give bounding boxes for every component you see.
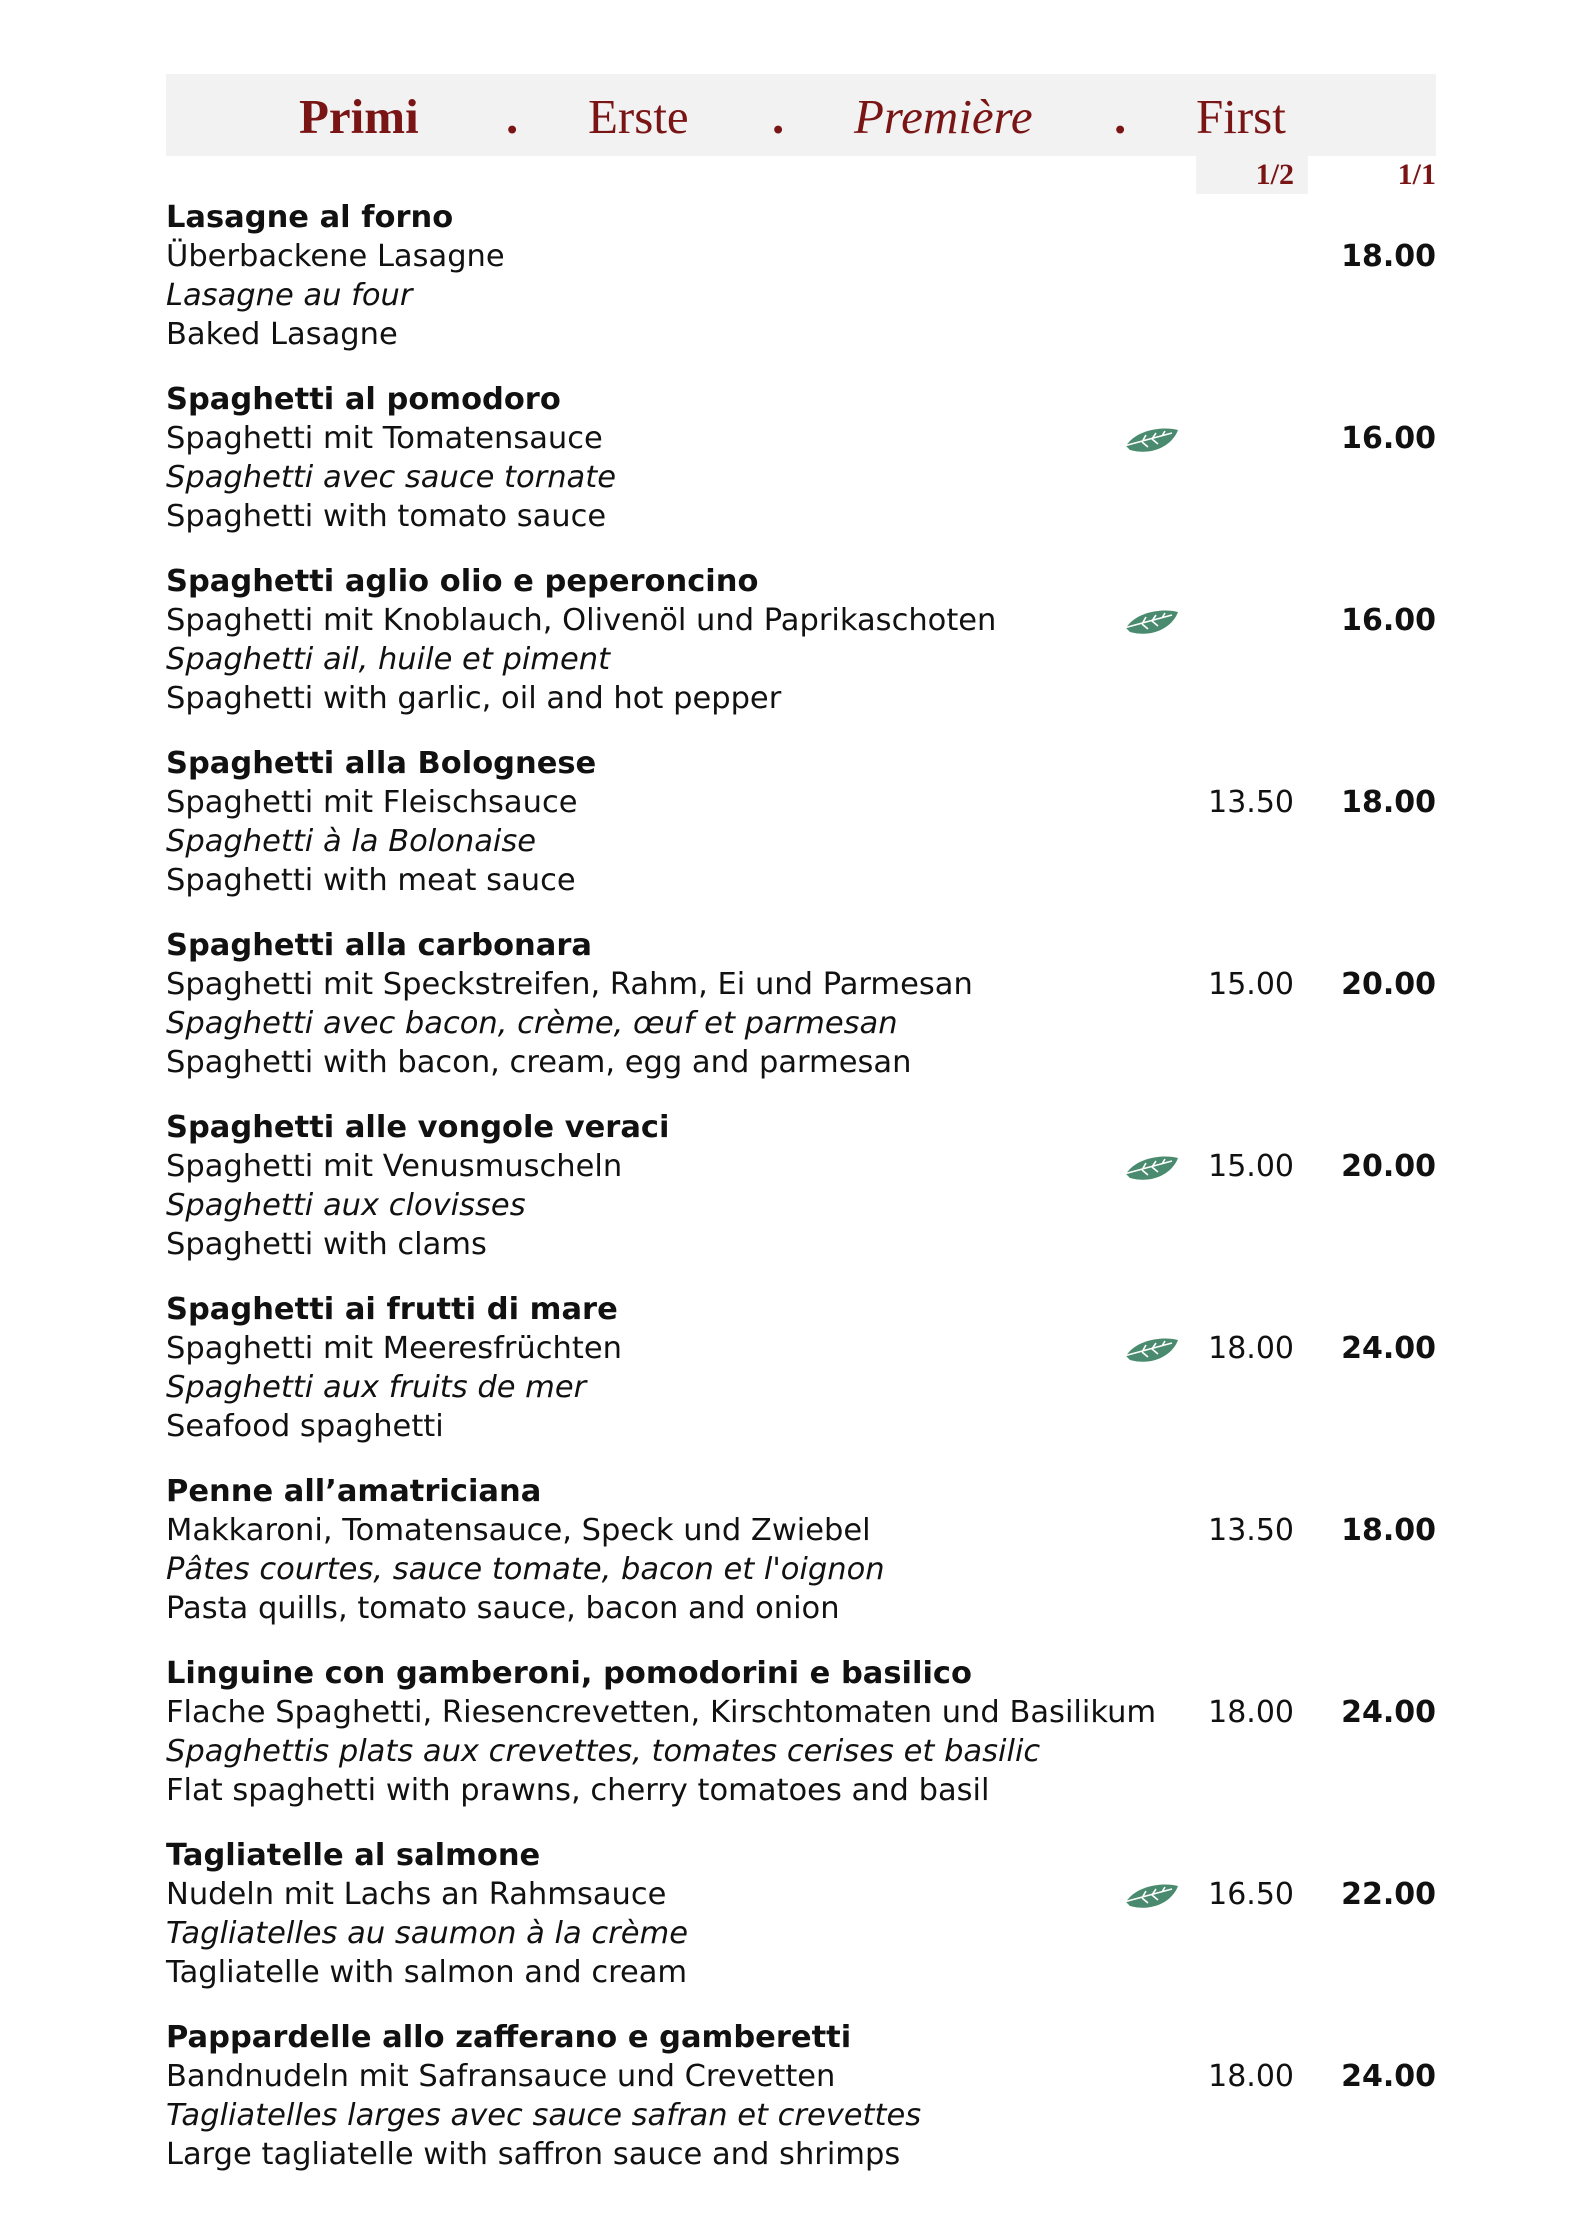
full-portion-price: 18.00 <box>1341 239 1436 274</box>
dish-name-italian: Spaghetti aglio olio e peperoncino <box>166 564 759 599</box>
dish-name-french: Spaghetti aux clovisses <box>166 1188 526 1223</box>
dish-name-german: Bandnudeln mit Safransauce und Crevetten <box>166 2059 836 2094</box>
dish-name-english: Large tagliatelle with saffron sauce and shrimps <box>166 2137 901 2172</box>
full-portion-label: 1/1 <box>1397 158 1436 191</box>
leaf-icon <box>1122 424 1182 458</box>
dish-name-french: Pâtes courtes, sauce tomate, bacon et l'oignon <box>166 1552 885 1587</box>
menu-item <box>166 562 1436 744</box>
dish-name-english: Baked Lasagne <box>166 317 398 352</box>
menu-page <box>166 74 1436 2200</box>
dish-name-german: Spaghetti mit Knoblauch, Olivenöl und Paprikaschoten <box>166 603 997 638</box>
dish-name-italian: Spaghetti alla carbonara <box>166 928 592 963</box>
dish-name-german: Nudeln mit Lachs an Rahmsauce <box>166 1877 667 1912</box>
dish-name-french: Spaghettis plats aux crevettes, tomates cerises et basilic <box>166 1734 1041 1769</box>
dish-name-french: Spaghetti à la Bolonaise <box>166 824 537 859</box>
full-portion-price: 24.00 <box>1341 2059 1436 2094</box>
dish-name-italian: Pappardelle allo zafferano e gamberetti <box>166 2020 852 2055</box>
dish-name-italian: Spaghetti ai frutti di mare <box>166 1292 618 1327</box>
dish-name-french: Tagliatelles larges avec sauce safran et crevettes <box>166 2098 922 2133</box>
menu-item <box>166 1290 1436 1472</box>
header-primi: Primi <box>299 89 419 144</box>
header-separator: . <box>506 89 519 144</box>
dish-name-english: Spaghetti with clams <box>166 1227 487 1262</box>
dish-name-german: Überbackene Lasagne <box>166 239 505 274</box>
dish-name-french: Spaghetti avec sauce tornate <box>166 460 616 495</box>
dish-name-french: Tagliatelles au saumon à la crème <box>166 1916 688 1951</box>
dish-name-italian: Spaghetti alle vongole veraci <box>166 1110 670 1145</box>
menu-items <box>166 198 1436 2200</box>
full-portion-price: 20.00 <box>1341 967 1436 1002</box>
leaf-icon <box>1122 606 1182 640</box>
portion-size-row <box>166 156 1436 194</box>
dish-name-french: Spaghetti avec bacon, crème, œuf et parmesan <box>166 1006 898 1041</box>
full-portion-price: 22.00 <box>1341 1877 1436 1912</box>
half-portion-price: 13.50 <box>1208 785 1294 820</box>
header-first: First <box>1196 89 1286 144</box>
dish-name-italian: Penne all’amatriciana <box>166 1474 542 1509</box>
full-portion-price: 24.00 <box>1341 1331 1436 1366</box>
header-erste: Erste <box>588 89 689 144</box>
half-portion-label: 1/2 <box>1196 156 1308 194</box>
header-separator: . <box>1114 89 1127 144</box>
menu-item <box>166 1836 1436 2018</box>
dish-name-english: Tagliatelle with salmon and cream <box>166 1955 688 1990</box>
leaf-icon <box>1122 1334 1182 1368</box>
half-portion-price: 16.50 <box>1208 1877 1294 1912</box>
dish-name-english: Pasta quills, tomato sauce, bacon and onion <box>166 1591 840 1626</box>
dish-name-german: Spaghetti mit Fleischsauce <box>166 785 578 820</box>
leaf-icon <box>1122 1152 1182 1186</box>
section-header <box>166 74 1436 156</box>
half-portion-price: 18.00 <box>1208 2059 1294 2094</box>
half-portion-price: 15.00 <box>1208 1149 1294 1184</box>
dish-name-german: Spaghetti mit Tomatensauce <box>166 421 603 456</box>
dish-name-german: Spaghetti mit Meeresfrüchten <box>166 1331 622 1366</box>
half-portion-price: 18.00 <box>1208 1331 1294 1366</box>
menu-item <box>166 380 1436 562</box>
header-premiere: Première <box>854 89 1033 144</box>
dish-name-english: Seafood spaghetti <box>166 1409 444 1444</box>
dish-name-italian: Spaghetti alla Bolognese <box>166 746 597 781</box>
full-portion-price: 20.00 <box>1341 1149 1436 1184</box>
dish-name-french: Spaghetti ail, huile et piment <box>166 642 611 677</box>
dish-name-german: Makkaroni, Tomatensauce, Speck und Zwiebel <box>166 1513 871 1548</box>
leaf-icon <box>1122 1880 1182 1914</box>
full-portion-price: 24.00 <box>1341 1695 1436 1730</box>
dish-name-german: Spaghetti mit Speckstreifen, Rahm, Ei und Parmesan <box>166 967 973 1002</box>
dish-name-english: Spaghetti with bacon, cream, egg and parmesan <box>166 1045 912 1080</box>
dish-name-italian: Linguine con gamberoni, pomodorini e basilico <box>166 1656 972 1691</box>
half-portion-price: 13.50 <box>1208 1513 1294 1548</box>
full-portion-price: 18.00 <box>1341 785 1436 820</box>
dish-name-german: Spaghetti mit Venusmuscheln <box>166 1149 623 1184</box>
full-portion-price: 16.00 <box>1341 421 1436 456</box>
dish-name-french: Spaghetti aux fruits de mer <box>166 1370 587 1405</box>
half-portion-price: 15.00 <box>1208 967 1294 1002</box>
full-portion-price: 18.00 <box>1341 1513 1436 1548</box>
dish-name-english: Spaghetti with meat sauce <box>166 863 576 898</box>
menu-item <box>166 926 1436 1108</box>
full-portion-price: 16.00 <box>1341 603 1436 638</box>
dish-name-italian: Lasagne al forno <box>166 200 454 235</box>
menu-item <box>166 2018 1436 2200</box>
menu-item <box>166 198 1436 380</box>
dish-name-english: Spaghetti with garlic, oil and hot pepper <box>166 681 782 716</box>
menu-item <box>166 1472 1436 1654</box>
half-portion-price: 18.00 <box>1208 1695 1294 1730</box>
dish-name-english: Flat spaghetti with prawns, cherry tomatoes and basil <box>166 1773 990 1808</box>
menu-item <box>166 1108 1436 1290</box>
dish-name-italian: Spaghetti al pomodoro <box>166 382 561 417</box>
menu-item <box>166 1654 1436 1836</box>
dish-name-italian: Tagliatelle al salmone <box>166 1838 541 1873</box>
dish-name-german: Flache Spaghetti, Riesencrevetten, Kirschtomaten und Basilikum <box>166 1695 1157 1730</box>
header-separator: . <box>772 89 785 144</box>
dish-name-english: Spaghetti with tomato sauce <box>166 499 607 534</box>
dish-name-french: Lasagne au four <box>166 278 413 313</box>
menu-item <box>166 744 1436 926</box>
